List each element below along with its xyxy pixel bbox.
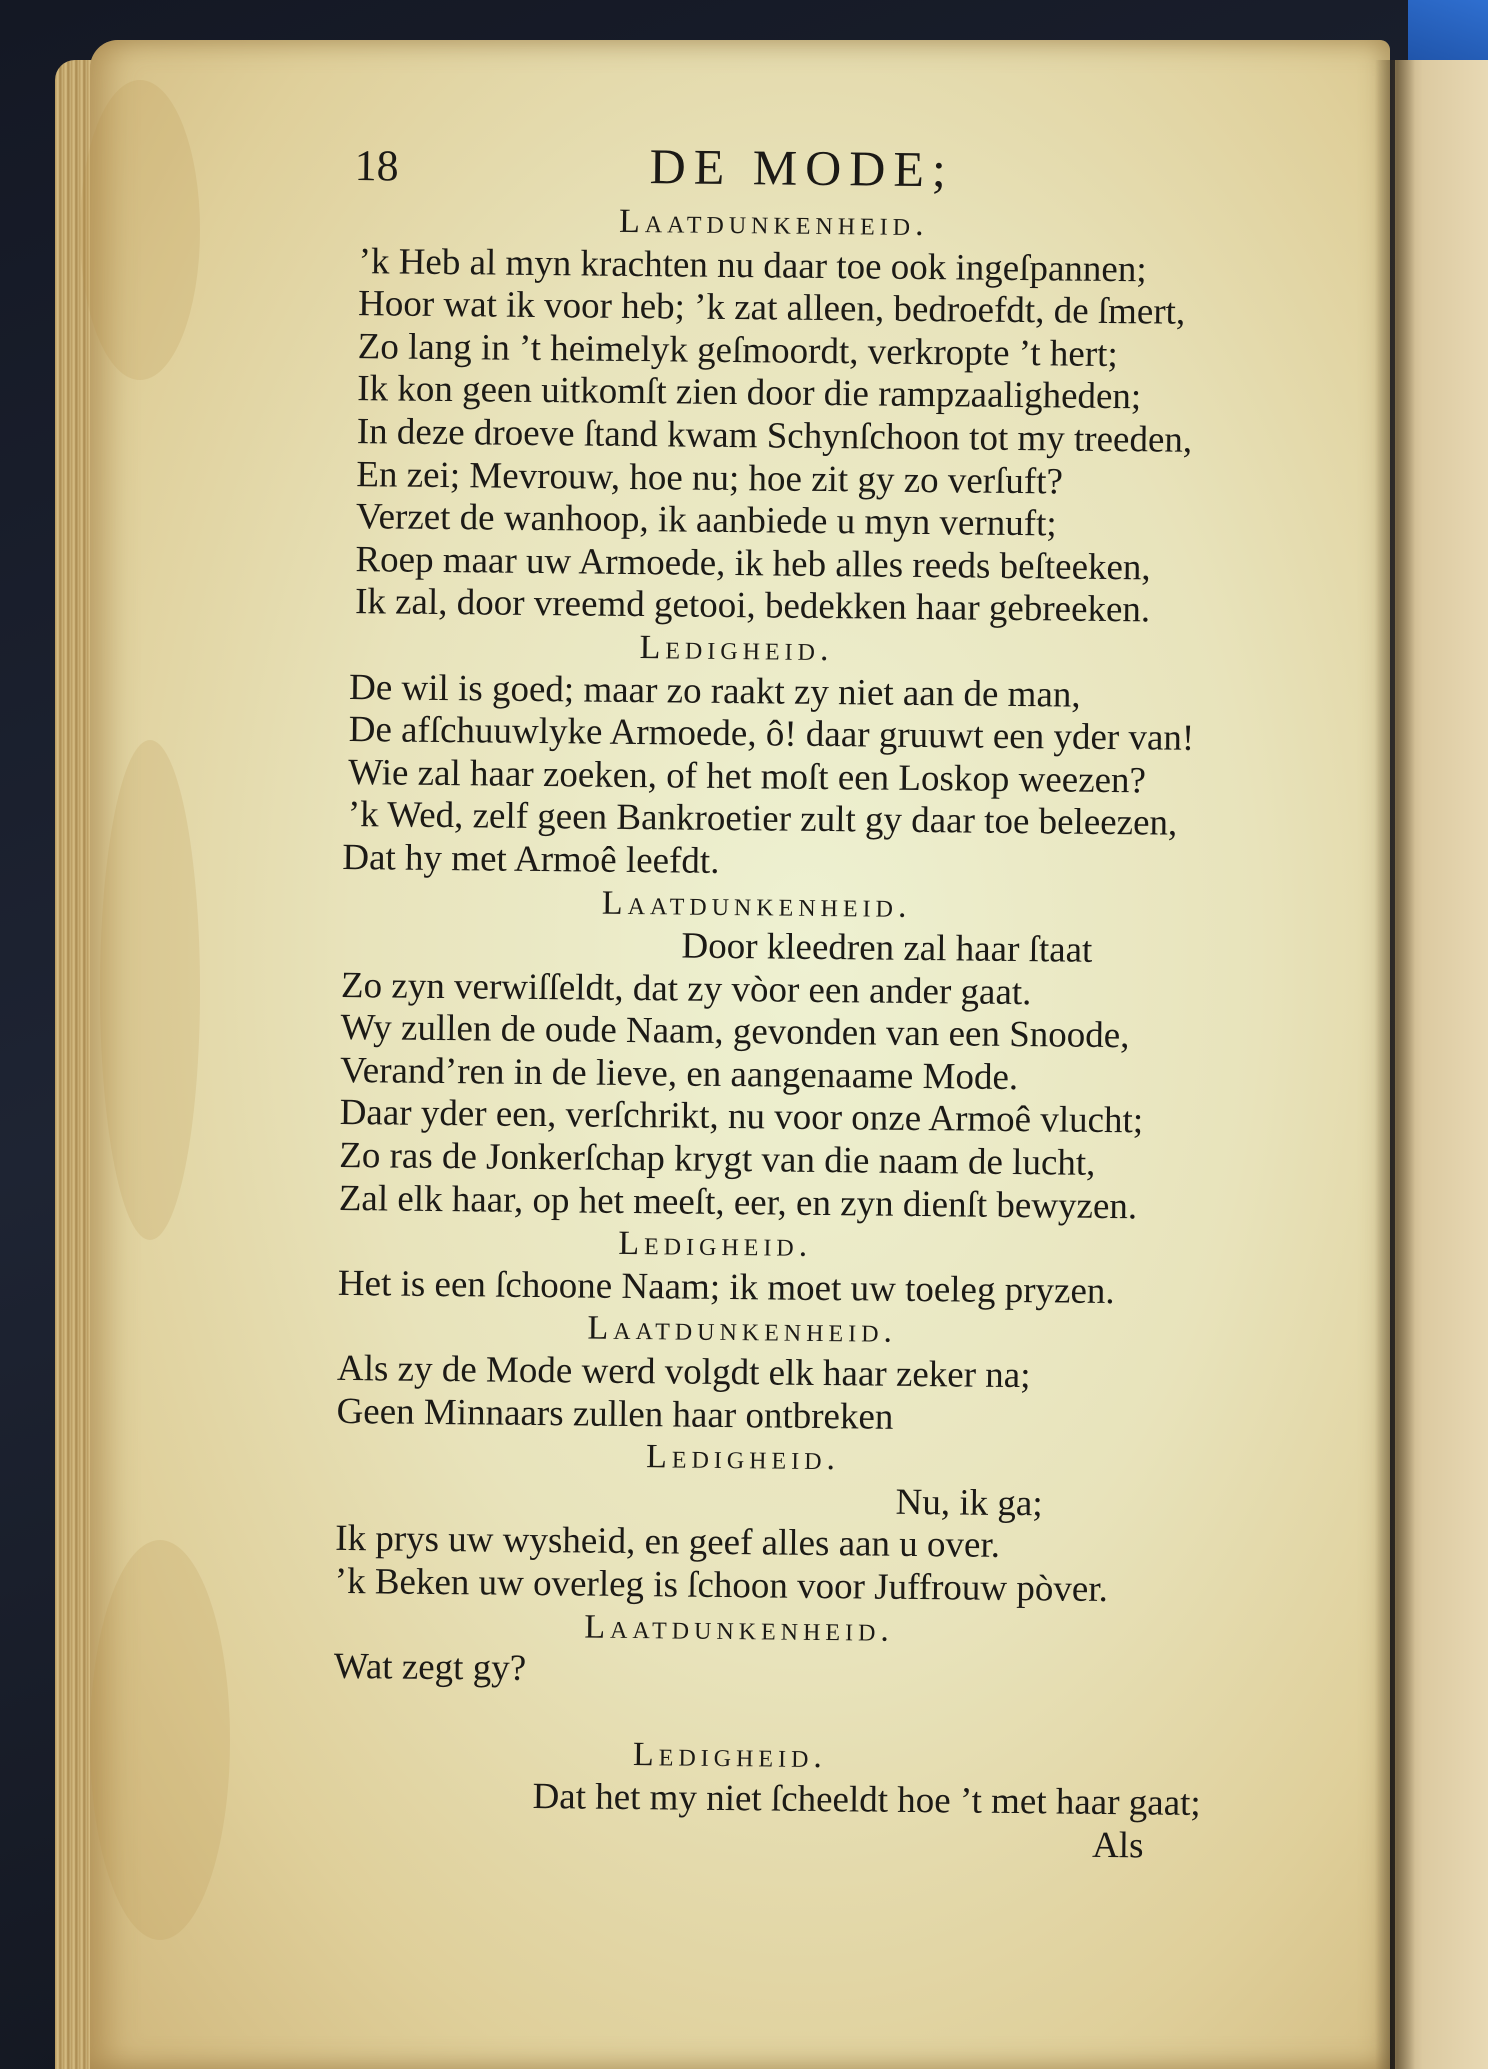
verse-line: Zo lang in ’t heimelyk geſmoordt, verkropte ’t hert;	[357, 325, 1118, 375]
verse-line: Ik prys uw wysheid, en geef alles aan u over.	[335, 1518, 1001, 1567]
verse-line: En zei; Mevrouw, hoe nu; hoe zit gy zo verſuft?	[356, 453, 1064, 503]
verse-line: ’k Heb al myn krachten nu daar toe ook ingeſpannen;	[358, 240, 1147, 290]
page-number: 18	[354, 141, 399, 191]
verse-line: Verzet de wanhoop, ik aanbiede u myn vernuft;	[355, 496, 1057, 545]
verse-line: Dat hy met Armoê leefdt.	[342, 836, 720, 882]
verse-line: In deze droeve ſtand kwam Schynſchoon tot my treeden,	[356, 411, 1193, 461]
page-text	[332, 130, 1390, 1870]
verse-line: Verand’ren in de lieve, en aangenaame Mode.	[339, 1049, 1019, 1098]
verse-line: Geen Minnaars zullen haar ontbreken	[336, 1390, 894, 1438]
verse-line: Nu, ik ga;	[895, 1481, 1043, 1525]
verse-line: Als zy de Mode werd volgdt elk haar zeker na;	[336, 1347, 1031, 1397]
verse-line: Hoor wat ik voor heb; ’k zat alleen, bedroefdt, de ſmert,	[357, 283, 1186, 333]
verse-line: Zal elk haar, op het meeſt, eer, en zyn dienſt bewyzen.	[338, 1177, 1138, 1227]
verse-line: ’k Beken uw overleg is ſchoon voor Juffrouw pòver.	[334, 1560, 1109, 1611]
speaker-name: Laatdunkenheid.	[601, 884, 912, 925]
speaker-name: Laatdunkenheid.	[618, 202, 929, 244]
verse-lines	[332, 198, 1389, 1870]
verse-line: Dat het my niet ſcheeldt hoe ’t met haar gaat;	[532, 1775, 1201, 1824]
verse-line: Wie zal haar zoeken, of het moſt een Loskop weezen?	[348, 751, 1147, 802]
page-header	[349, 130, 1390, 209]
page-stain	[90, 1540, 230, 1940]
speaker-name: Laatdunkenheid.	[584, 1608, 895, 1649]
speaker-name: Laatdunkenheid.	[587, 1309, 898, 1351]
verse-line: De wil is goed; maar zo raakt zy niet aan de man,	[348, 666, 1081, 716]
verse-line: Daar yder een, verſchrikt, nu voor onze Armoê vlucht;	[339, 1092, 1144, 1142]
verse-line: Wat zegt gy?	[333, 1646, 527, 1690]
verse-line: Wy zullen de oude Naam, gevonden van een Snoode,	[340, 1007, 1130, 1057]
catchword: Als	[1091, 1824, 1144, 1866]
verse-line: Zo ras de Jonkerſchap krygt van die naam de lucht,	[339, 1135, 1096, 1184]
page-stain	[80, 80, 200, 380]
speaker-name: Ledigheid.	[645, 1438, 841, 1478]
speaker-name: Ledigheid.	[618, 1225, 813, 1265]
running-title: DE MODE;	[649, 138, 955, 198]
verse-line: Zo zyn verwiſſeldt, dat zy vòor een ander gaat.	[340, 964, 1032, 1013]
verse-line: Door kleedren zal haar ſtaat	[681, 925, 1093, 971]
page-stain	[100, 740, 200, 1240]
speaker-name: Ledigheid.	[639, 628, 834, 669]
verse-line: Ik kon geen uitkomſt zien door die rampzaaligheden;	[357, 368, 1142, 418]
verse-line: Ik zal, door vreemd getooi, bedekken haar gebreeken.	[354, 581, 1151, 631]
verse-line: De afſchuuwlyke Armoede, ô! daar gruuwt een yder van!	[348, 709, 1195, 759]
speaker-name: Ledigheid.	[632, 1736, 828, 1776]
verse-line: ’k Wed, zelf geen Bankroetier zult gy daar toe beleezen,	[347, 794, 1178, 845]
verse-line: Roep maar uw Armoede, ik heb alles reeds beſteeken,	[355, 538, 1151, 589]
verse-line: Het is een ſchoone Naam; ik moet uw toeleg pryzen.	[337, 1262, 1115, 1312]
